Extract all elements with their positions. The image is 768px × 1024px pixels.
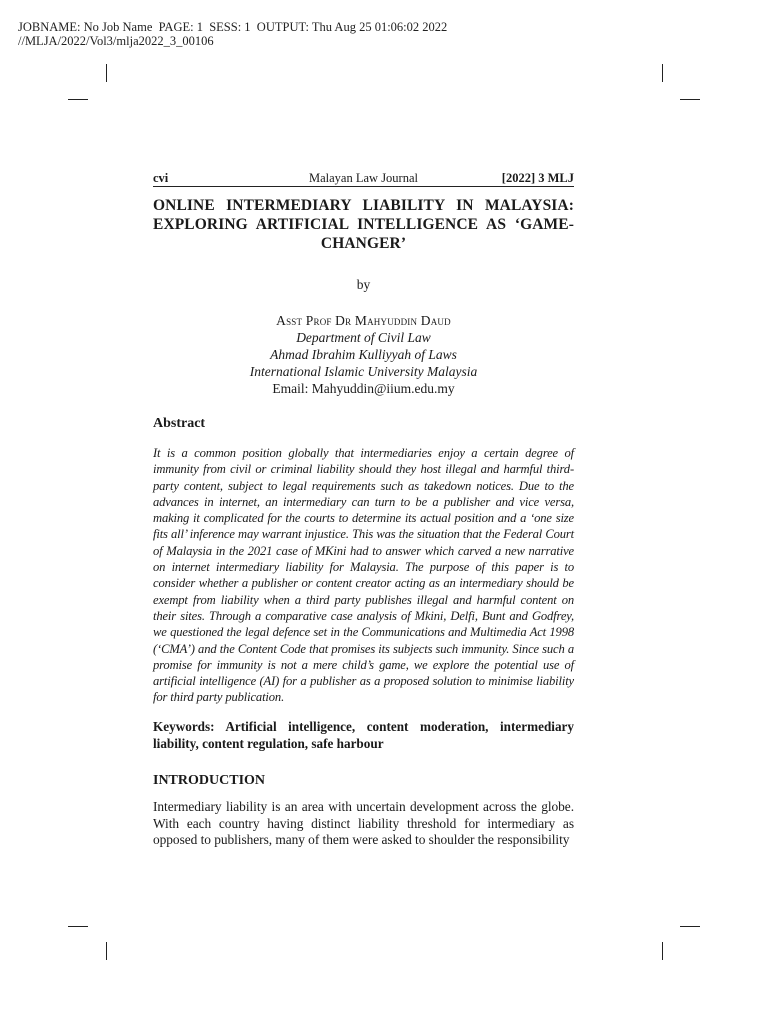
citation: [2022] 3 MLJ <box>501 171 574 185</box>
article-title: ONLINE INTERMEDIARY LIABILITY IN MALAYSIA: EXPLORING ARTIFICIAL INTELLIGENCE AS ‘GAME-CHANGER’ <box>153 197 574 252</box>
running-head <box>153 170 574 186</box>
abstract-text: It is a common position globally that intermediaries enjoy a certain degree of immunity from civil or criminal liability should they host illegal and harmful third-party content, subject to legal requirements such as takedown notices. Due to the advances in internet, an intermediary can turn to be a publisher and vice versa, making it complicated for the courts to determine its actual position and a ‘one size fits all’ inference may warrant injustice. This was the situation that the Federal Court of Malaysia in the 2021 case of MKini had to answer which carved a new narrative on internet intermediary liability for Malaysia. The purpose of this paper is to consider whether a publisher or content creator acting as an intermediary should be exempt from liability when a third party publishes illegal and harmful content on their sites. Through a comparative case analysis of Mkini, Delfi, Bunt and Godfrey, we questioned the legal defence set in the Communications and Multimedia Act 1998 (‘CMA’) and the Content Code that promises its subjects such immunity. Since such a promise for immunity is not a mere child’s game, we explore the potential use of artificial intelligence (AI) for a publisher as a proposed solution to minimise liability for third party publication. <box>153 446 574 705</box>
abstract-heading: Abstract <box>153 416 206 431</box>
crop-mark-top-right-horizontal <box>680 99 700 100</box>
crop-mark-top-left-horizontal <box>68 99 88 100</box>
running-head-rule <box>153 186 574 187</box>
crop-mark-top-left-vertical <box>106 64 107 82</box>
introduction-text: Intermediary liability is an area with uncertain development across the globe. With each country having distinct liability threshold for intermediary as opposed to publishers, many of them were asked to shoulder the responsibility <box>153 799 574 848</box>
crop-mark-top-right-vertical <box>662 64 663 82</box>
byline: by <box>356 277 371 292</box>
author-email: Email: Mahyuddin@iium.edu.my <box>272 381 455 396</box>
crop-mark-bottom-right-vertical <box>662 942 663 960</box>
crop-mark-bottom-left-horizontal <box>68 926 88 927</box>
job-header-line-2: //MLJA/2022/Vol3/mlja2022_3_00106 <box>18 34 214 48</box>
crop-mark-bottom-left-vertical <box>106 942 107 960</box>
author-faculty: Ahmad Ibrahim Kulliyyah of Laws <box>270 347 457 362</box>
page-number: cvi <box>153 171 169 185</box>
author-university: International Islamic University Malaysia <box>249 364 478 379</box>
introduction-heading: INTRODUCTION <box>153 773 266 788</box>
job-header-line-1: JOBNAME: No Job Name PAGE: 1 SESS: 1 OUTPUT: Thu Aug 25 01:06:02 2022 <box>18 20 448 34</box>
author-name: Asst Prof Dr Mahyuddin Daud <box>276 313 451 328</box>
author-block <box>153 312 574 397</box>
keywords: Keywords: Artificial intelligence, content moderation, intermediary liability, content regulation, safe harbour <box>153 719 574 751</box>
journal-name: Malayan Law Journal <box>309 171 418 185</box>
crop-mark-bottom-right-horizontal <box>680 926 700 927</box>
author-department: Department of Civil Law <box>296 330 431 345</box>
